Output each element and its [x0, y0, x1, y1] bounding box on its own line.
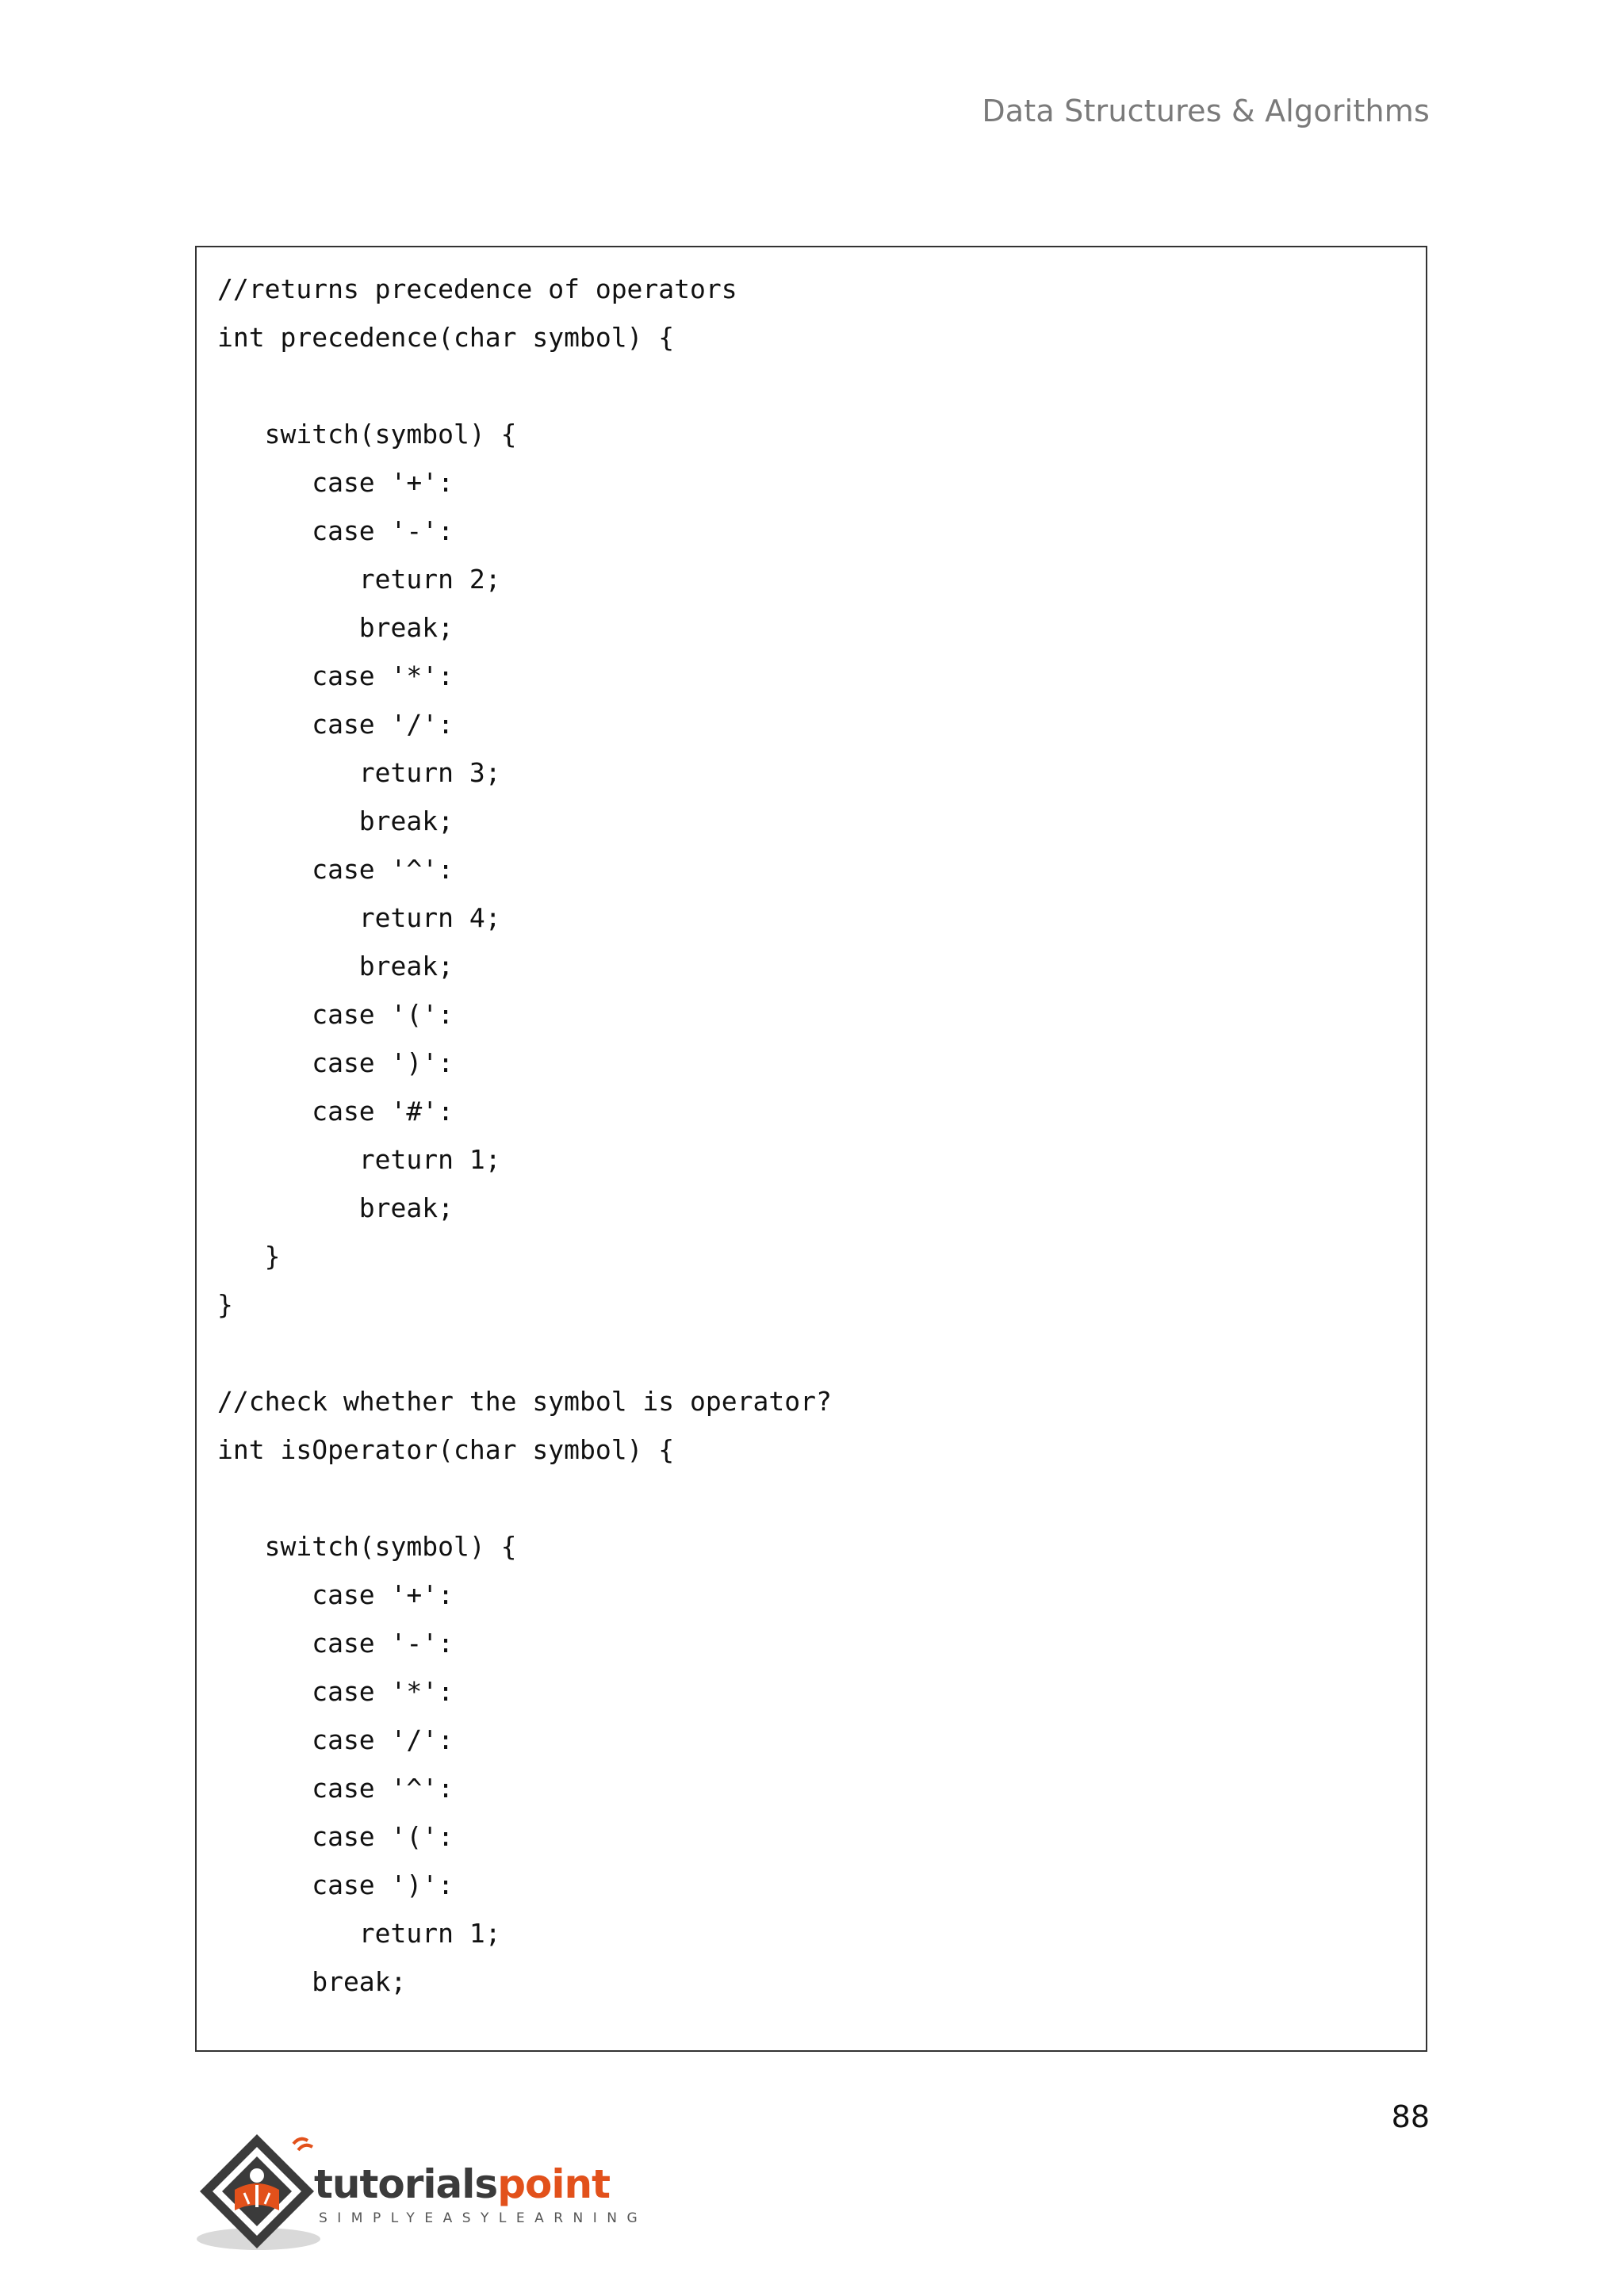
code-line: case '^': — [217, 854, 454, 885]
code-line: break; — [217, 612, 454, 643]
code-line: case ')': — [217, 1047, 454, 1078]
code-line: case '+': — [217, 1579, 454, 1610]
code-listing-box — [195, 246, 1427, 2052]
code-line: break; — [217, 1966, 407, 1997]
code-line — [217, 1329, 832, 1377]
tutorialspoint-logo — [193, 2128, 648, 2255]
logo-word-tutorials: tutorials — [314, 2161, 498, 2207]
code-line: case '-': — [217, 1628, 454, 1659]
code-line: switch(symbol) { — [217, 1531, 517, 1562]
code-line: return 3; — [217, 757, 501, 788]
logo-wordmark — [314, 2161, 610, 2207]
code-line: return 2; — [217, 564, 501, 595]
code-line: case '+': — [217, 467, 454, 498]
logo-word-point: point — [497, 2161, 610, 2207]
code-line: //returns precedence of operators — [217, 274, 737, 304]
code-line: } — [217, 1289, 233, 1320]
code-line — [217, 1474, 832, 1522]
code-line: int isOperator(char symbol) { — [217, 1434, 675, 1465]
code-line: case '/': — [217, 709, 454, 740]
code-line: } — [217, 1241, 281, 1272]
page-number: 88 — [1391, 2099, 1430, 2134]
running-header-title: Data Structures & Algorithms — [982, 94, 1430, 128]
code-line: //check whether the symbol is operator? — [217, 1386, 832, 1417]
code-line: case '*': — [217, 660, 454, 691]
code-line: case '/': — [217, 1724, 454, 1755]
code-line: case ')': — [217, 1869, 454, 1900]
code-line: case '(': — [217, 999, 454, 1030]
code-line: case '*': — [217, 1676, 454, 1707]
code-line: break; — [217, 806, 454, 836]
code-line: return 4; — [217, 902, 501, 933]
code-line: break; — [217, 951, 454, 982]
code-line: case '#': — [217, 1096, 454, 1127]
code-line: int precedence(char symbol) { — [217, 322, 675, 353]
code-line — [217, 362, 832, 410]
code-line: switch(symbol) { — [217, 419, 517, 450]
code-line: break; — [217, 1192, 454, 1223]
logo-tagline: SIMPLYEASYLEARNING — [319, 2210, 648, 2226]
code-line: case '-': — [217, 515, 454, 546]
code-line: case '(': — [217, 1821, 454, 1852]
code-line: case '^': — [217, 1773, 454, 1804]
code-line: return 1; — [217, 1918, 501, 1949]
logo-emblem-icon — [193, 2128, 320, 2255]
code-lines — [217, 265, 832, 2006]
code-line: return 1; — [217, 1144, 501, 1175]
